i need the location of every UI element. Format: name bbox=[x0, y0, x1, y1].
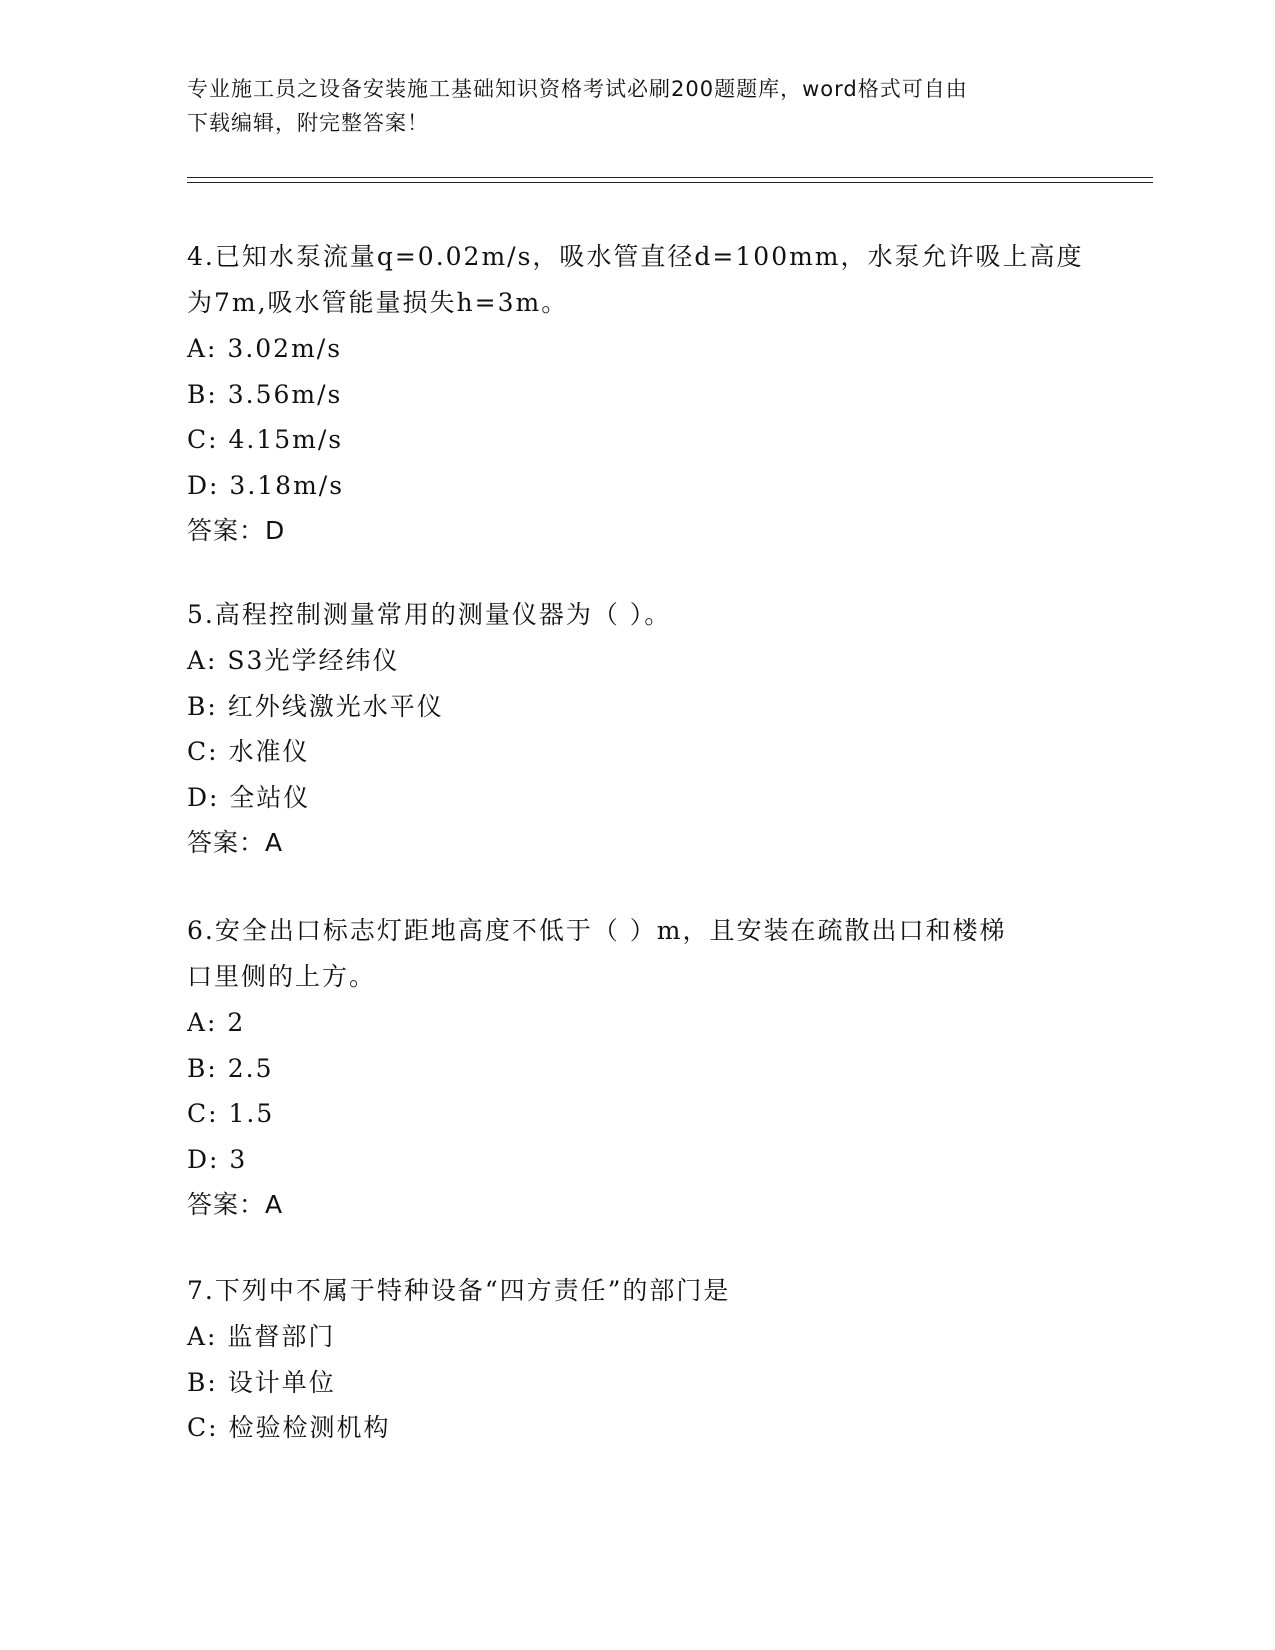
question-4 bbox=[187, 234, 1087, 554]
question-7-text-line-1: 7.下列中不属于特种设备“四方责任”的部门是 bbox=[187, 1276, 731, 1305]
question-5-option-d: D: 全站仪 bbox=[187, 782, 311, 812]
question-5-option-c: C: 水准仪 bbox=[187, 737, 310, 766]
question-4-text-line-1: 4.已知水泵流量q=0.02m/s，吸水管直径d=100mm，水泵允许吸上高度 bbox=[187, 242, 1084, 271]
header-divider-top bbox=[187, 177, 1153, 178]
question-6-answer: 答案：A bbox=[187, 1190, 284, 1219]
question-5-answer: 答案：A bbox=[187, 828, 284, 857]
question-7-option-c: C: 检验检测机构 bbox=[187, 1413, 391, 1442]
question-5-option-a: A: S3光学经纬仪 bbox=[187, 646, 400, 675]
question-6 bbox=[187, 908, 1087, 1228]
question-4-answer: 答案：D bbox=[187, 516, 286, 545]
question-4-option-a: A: 3.02m/s bbox=[187, 334, 343, 363]
header-line-2: 下载编辑，附完整答案！ bbox=[187, 111, 429, 135]
header-line-1: 专业施工员之设备安装施工基础知识资格考试必刷200题题库，word格式可自由 bbox=[187, 77, 968, 101]
question-5-text-line-1: 5.高程控制测量常用的测量仪器为（ ）。 bbox=[187, 600, 672, 629]
question-7-option-b: B: 设计单位 bbox=[187, 1367, 336, 1397]
question-4-option-d: D: 3.18m/s bbox=[187, 470, 345, 500]
question-7-option-a: A: 监督部门 bbox=[187, 1322, 336, 1351]
question-6-text-line-2: 口里侧的上方。 bbox=[187, 962, 377, 991]
question-6-text-line-1: 6.安全出口标志灯距地高度不低于（ ）m，且安装在疏散出口和楼梯 bbox=[187, 916, 1007, 945]
document-header bbox=[187, 72, 1087, 140]
question-6-option-d: D: 3 bbox=[187, 1144, 248, 1174]
header-divider-bottom bbox=[187, 182, 1153, 183]
question-4-option-c: C: 4.15m/s bbox=[187, 425, 344, 454]
question-6-option-c: C: 1.5 bbox=[187, 1099, 275, 1128]
question-7 bbox=[187, 1268, 1087, 1451]
question-5 bbox=[187, 592, 1087, 866]
question-6-option-a: A: 2 bbox=[187, 1008, 246, 1037]
question-4-text-line-2: 为7m,吸水管能量损失h=3m。 bbox=[187, 288, 569, 317]
question-5-option-b: B: 红外线激光水平仪 bbox=[187, 691, 444, 721]
question-6-option-b: B: 2.5 bbox=[187, 1053, 274, 1083]
question-4-option-b: B: 3.56m/s bbox=[187, 379, 343, 409]
